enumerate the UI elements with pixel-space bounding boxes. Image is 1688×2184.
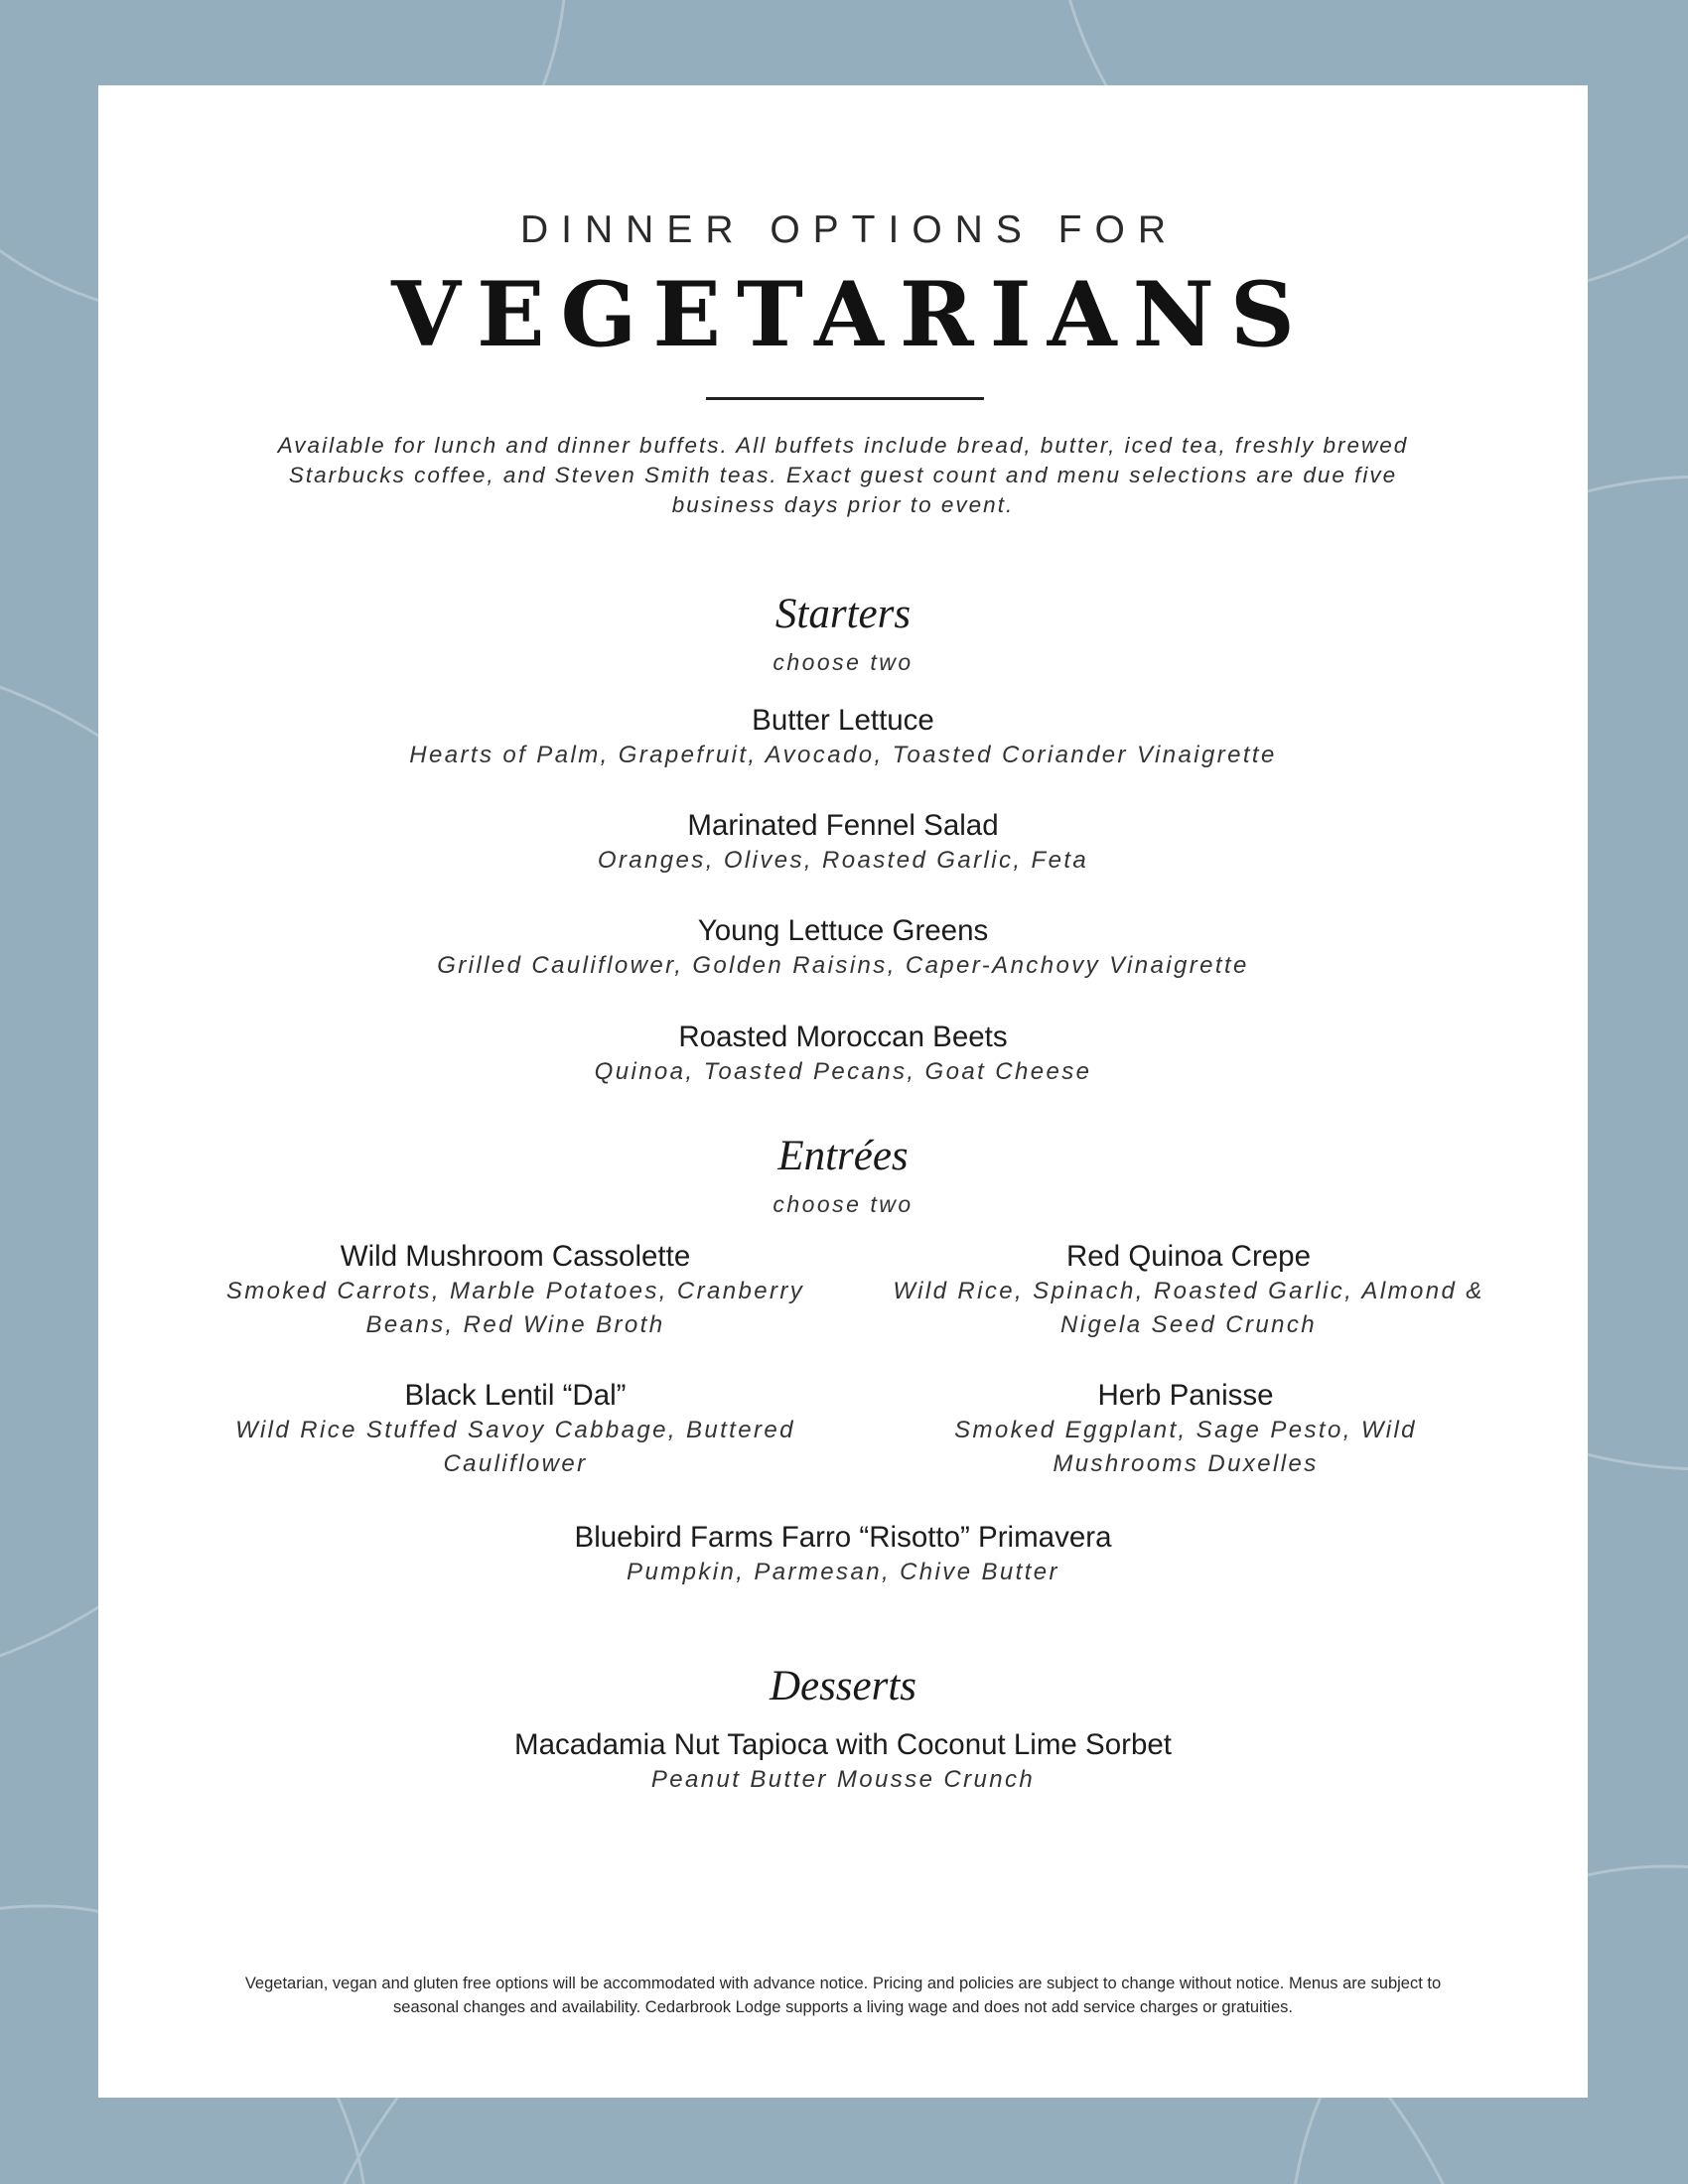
- menu-item: [98, 1727, 1588, 1797]
- item-name: Red Quinoa Crepe: [1066, 1240, 1311, 1273]
- item-name: Butter Lettuce: [752, 704, 934, 737]
- item-description: Hearts of Palm, Grapefruit, Avocado, Toasted Coriander Vinaigrette: [409, 742, 1277, 768]
- menu-item: [871, 1239, 1506, 1342]
- menu-title: VEGETARIANS: [391, 262, 1311, 367]
- menu-item: [98, 703, 1588, 772]
- item-name: Wild Mushroom Cassolette: [340, 1240, 691, 1273]
- menu-item: [98, 913, 1588, 983]
- item-description: Oranges, Olives, Roasted Garlic, Feta: [597, 847, 1089, 874]
- item-description: Wild Rice Stuffed Savoy Cabbage, Buttered Cauliflower: [235, 1417, 795, 1477]
- menu-item: [212, 1378, 818, 1481]
- menu-page: [98, 85, 1588, 2098]
- item-name: Macadamia Nut Tapioca with Coconut Lime Sorbet: [514, 1728, 1172, 1761]
- item-description: Smoked Eggplant, Sage Pesto, Wild Mushrooms Duxelles: [954, 1417, 1417, 1477]
- item-name: Herb Panisse: [1097, 1379, 1274, 1412]
- item-name: Marinated Fennel Salad: [687, 809, 999, 842]
- menu-item: [98, 1020, 1588, 1089]
- item-description: Quinoa, Toasted Pecans, Goat Cheese: [594, 1058, 1092, 1085]
- menu-kicker: DINNER OPTIONS FOR: [519, 208, 1180, 251]
- starters-heading: Starters: [774, 591, 912, 637]
- menu-item: [212, 1239, 818, 1342]
- item-description: Wild Rice, Spinach, Roasted Garlic, Almond & Nigela Seed Crunch: [893, 1278, 1484, 1338]
- menu-item: [98, 808, 1588, 878]
- desserts-heading: Desserts: [769, 1663, 917, 1709]
- entrees-heading: Entrées: [777, 1133, 909, 1179]
- menu-footer-note: Vegetarian, vegan and gluten free options will be accommodated with advance notice. Pricing and policies are subject to change without notice. Menus are subject to seasonal changes and availability. Cedarbrook Lodge supports a living wage and does not add service charges or gratuities.: [244, 1975, 1442, 2016]
- menu-item: [98, 1520, 1588, 1589]
- title-divider: [706, 397, 984, 400]
- item-description: Smoked Carrots, Marble Potatoes, Cranberry Beans, Red Wine Broth: [225, 1278, 805, 1338]
- starters-choose: choose two: [773, 649, 914, 675]
- item-description: Peanut Butter Mousse Crunch: [650, 1766, 1036, 1793]
- menu-intro: Available for lunch and dinner buffets. All buffets include bread, butter, iced tea, freshly brewed Starbucks coffee, and Steven Smith teas. Exact guest count and menu selections are due five business days prior to event.: [277, 433, 1409, 517]
- item-name: Black Lentil “Dal”: [404, 1379, 627, 1412]
- item-name: Young Lettuce Greens: [697, 914, 989, 947]
- entrees-choose: choose two: [773, 1191, 914, 1217]
- item-description: Grilled Cauliflower, Golden Raisins, Caper-Anchovy Vinaigrette: [437, 952, 1249, 979]
- item-name: Roasted Moroccan Beets: [678, 1021, 1008, 1053]
- item-description: Pumpkin, Parmesan, Chive Butter: [627, 1559, 1059, 1585]
- menu-item: [922, 1378, 1449, 1481]
- item-name: Bluebird Farms Farro “Risotto” Primavera: [574, 1521, 1112, 1554]
